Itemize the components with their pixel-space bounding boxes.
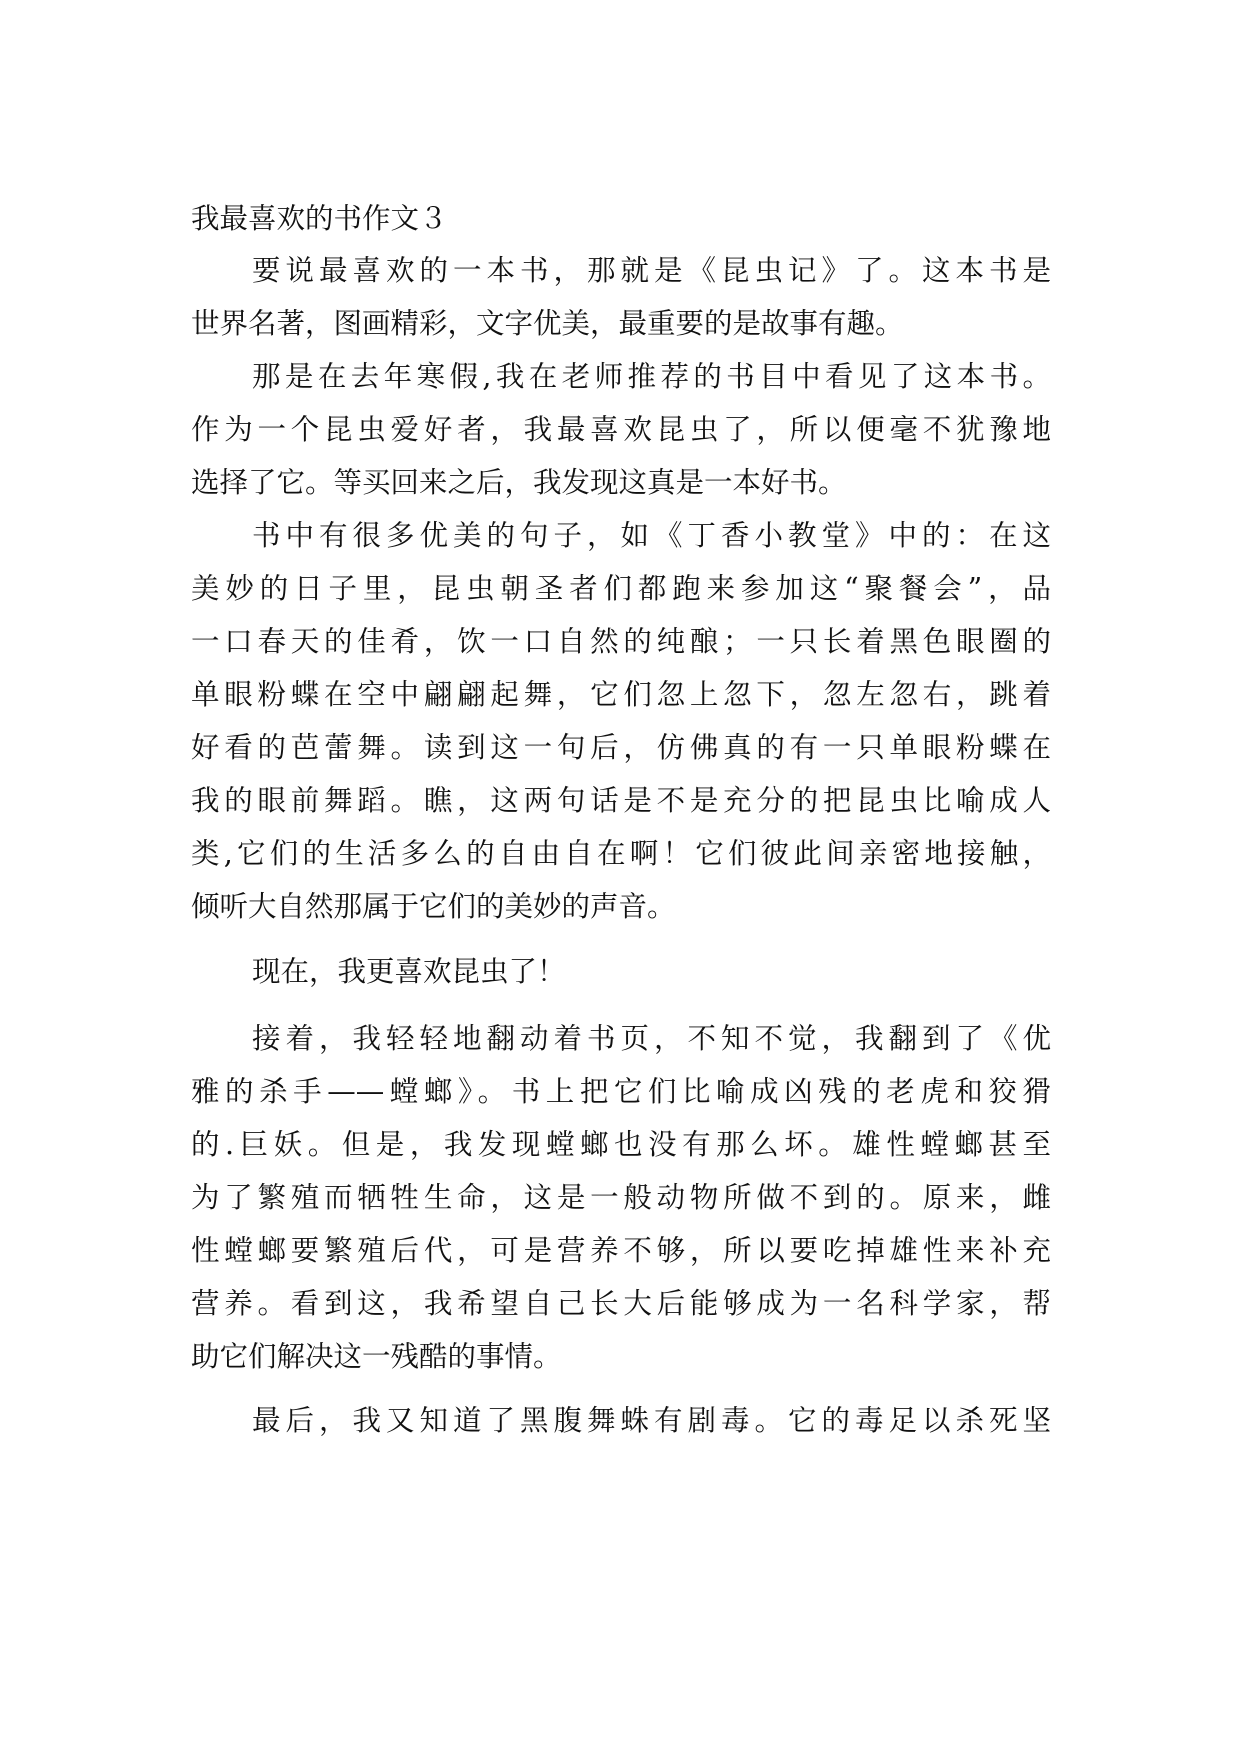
text-line: 作为一个昆虫爱好者，我最喜欢昆虫了，所以便毫不犹豫地 — [191, 413, 1051, 446]
text-line: 我的眼前舞蹈。瞧，这两句话是不是充分的把昆虫比喻成人 — [191, 784, 1051, 817]
text-line: 要说最喜欢的一本书，那就是《昆虫记》了。这本书是 — [252, 254, 1051, 287]
document-title: 我最喜欢的书作文３ — [191, 202, 448, 235]
text-line: 那是在去年寒假,我在老师推荐的书目中看见了这本书。 — [252, 360, 1051, 393]
text-line: 助它们解决这一残酷的事情。 — [191, 1340, 562, 1373]
text-line: 的.巨妖。但是，我发现螳螂也没有那么坏。雄性螳螂甚至 — [191, 1128, 1051, 1161]
text-line: 好看的芭蕾舞。读到这一句后，仿佛真的有一只单眼粉蝶在 — [191, 731, 1051, 764]
text-line: 营养。看到这，我希望自己长大后能够成为一名科学家，帮 — [191, 1287, 1051, 1320]
text-line: 单眼粉蝶在空中翩翩起舞，它们忽上忽下，忽左忽右，跳着 — [191, 678, 1051, 711]
text-line: 一口春天的佳肴，饮一口自然的纯酿；一只长着黑色眼圈的 — [191, 625, 1051, 658]
text-line: 倾听大自然那属于它们的美妙的声音。 — [191, 890, 676, 923]
text-line: 美妙的日子里，昆虫朝圣者们都跑来参加这“聚餐会”，品 — [191, 572, 1051, 605]
text-line: 为了繁殖而牺牲生命，这是一般动物所做不到的。原来，雌 — [191, 1181, 1051, 1214]
text-line: 选择了它。等买回来之后，我发现这真是一本好书。 — [191, 466, 847, 499]
text-line: 世界名著，图画精彩，文字优美，最重要的是故事有趣。 — [191, 307, 904, 340]
text-line: 现在，我更喜欢昆虫了！ — [252, 955, 566, 988]
text-line: 性螳螂要繁殖后代，可是营养不够，所以要吃掉雄性来补充 — [191, 1234, 1051, 1267]
text-line: 书中有很多优美的句子，如《丁香小教堂》中的：在这 — [252, 519, 1051, 552]
text-line: 类,它们的生活多么的自由自在啊！它们彼此间亲密地接触， — [191, 837, 1051, 870]
text-line: 雅的杀手——螳螂》。书上把它们比喻成凶残的老虎和狡猾 — [191, 1075, 1051, 1108]
text-line: 最后，我又知道了黑腹舞蛛有剧毒。它的毒足以杀死坚 — [252, 1404, 1051, 1437]
text-line: 接着，我轻轻地翻动着书页，不知不觉，我翻到了《优 — [252, 1022, 1051, 1055]
